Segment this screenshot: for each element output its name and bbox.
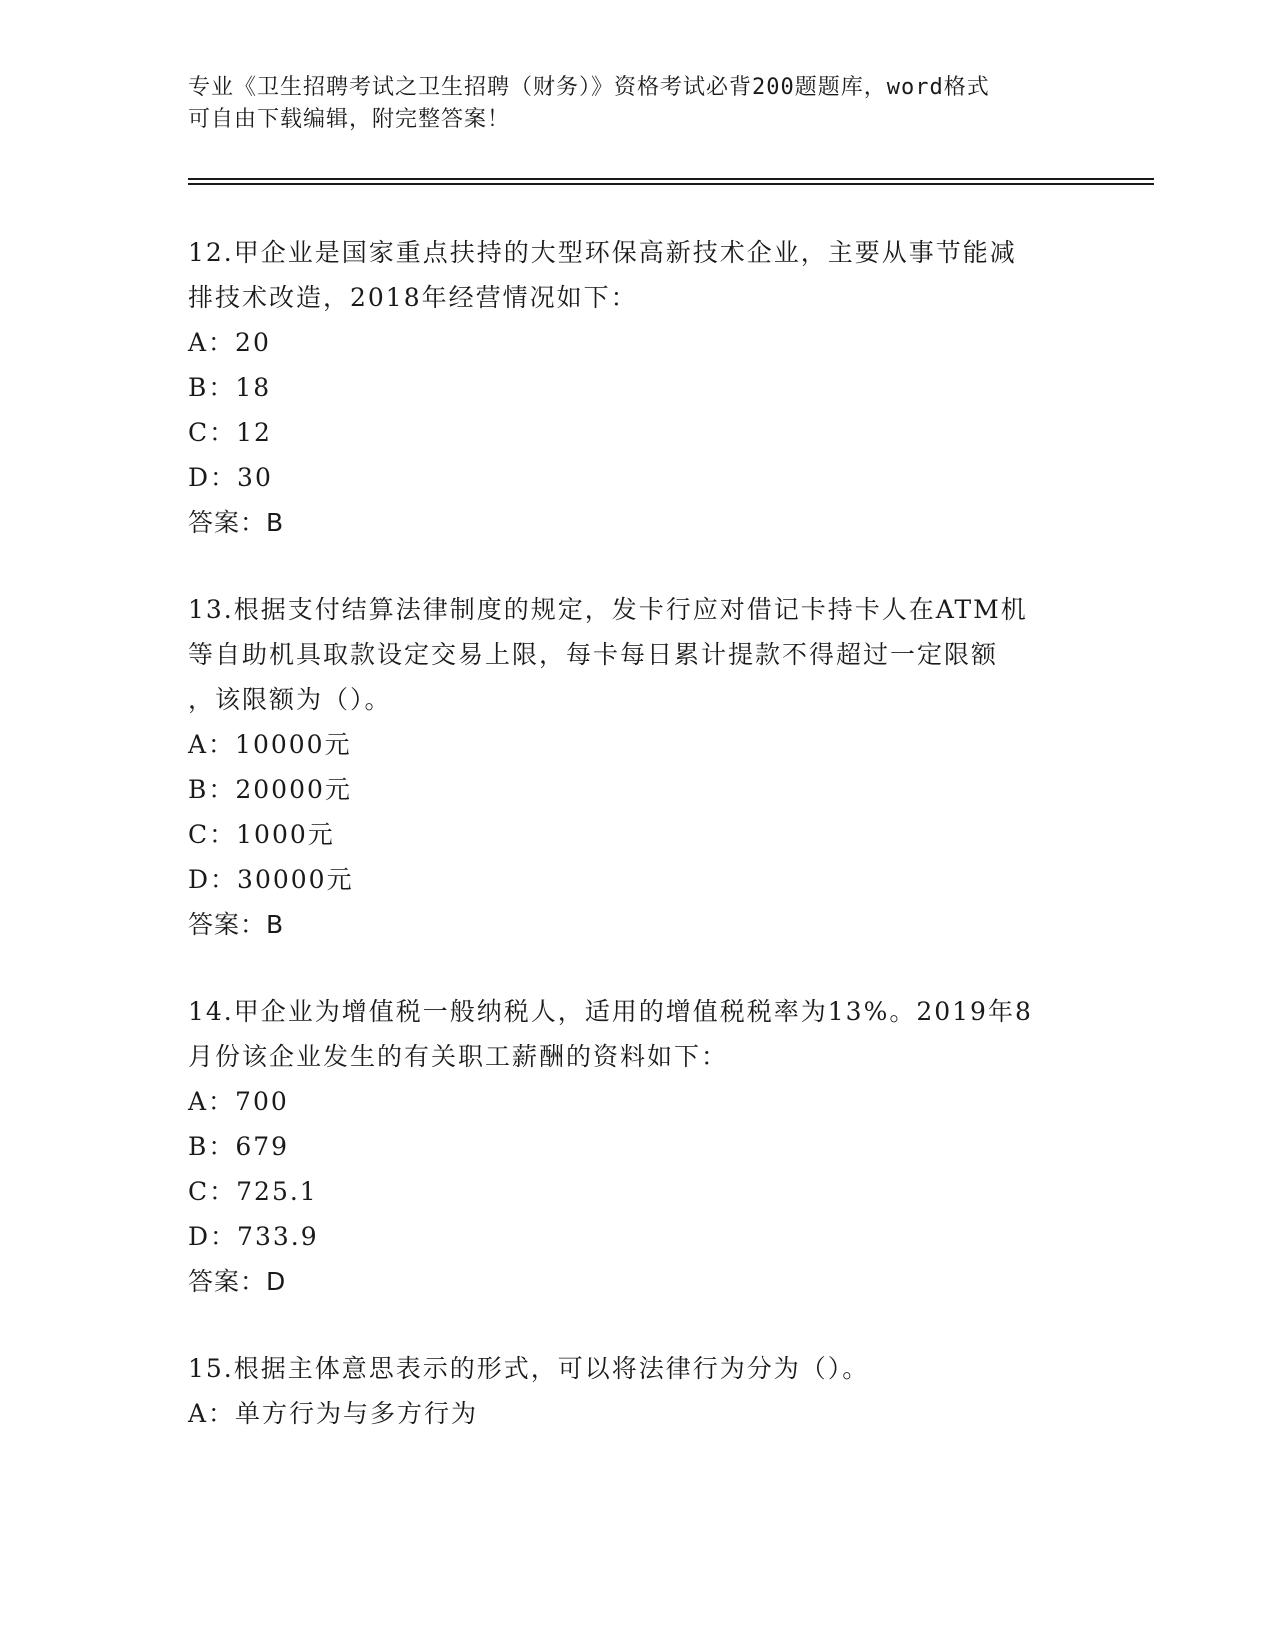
header-divider-top [188, 178, 1154, 180]
header-line-2: 可自由下载编辑，附完整答案！ [188, 107, 511, 132]
document-header [188, 72, 1088, 136]
question-stem-line: 12.甲企业是国家重点扶持的大型环保高新技术企业，主要从事节能减 [188, 238, 1017, 267]
option-c: C：1000元 [188, 820, 335, 849]
header-divider-bottom [188, 183, 1154, 185]
option-a: A：700 [188, 1087, 289, 1116]
question-14 [188, 989, 1088, 1304]
answer-line: 答案：D [188, 1267, 287, 1296]
option-d: D：733.9 [188, 1222, 319, 1251]
header-line-1: 专业《卫生招聘考试之卫生招聘（财务）》资格考试必背200题题库，word格式 [188, 75, 990, 100]
option-a: A：单方行为与多方行为 [188, 1399, 479, 1428]
option-c: C：12 [188, 418, 272, 447]
question-stem-line: 等自助机具取款设定交易上限，每卡每日累计提款不得超过一定限额 [188, 640, 999, 669]
question-stem-line: 14.甲企业为增值税一般纳税人，适用的增值税税率为13%。2019年8 [188, 997, 1033, 1026]
question-12 [188, 230, 1088, 545]
option-b: B：18 [188, 373, 272, 402]
answer-line: 答案：B [188, 508, 285, 537]
option-a: A：10000元 [188, 730, 352, 759]
question-stem-line: 排技术改造，2018年经营情况如下： [188, 283, 638, 312]
answer-line: 答案：B [188, 910, 285, 939]
question-stem-line: 月份该企业发生的有关职工薪酬的资料如下： [188, 1042, 729, 1071]
option-a: A：20 [188, 328, 271, 357]
question-list [188, 230, 1088, 1478]
question-13 [188, 587, 1088, 947]
option-d: D：30 [188, 463, 273, 492]
question-stem-line: 15.根据主体意思表示的形式，可以将法律行为分为（）。 [188, 1354, 870, 1383]
question-15 [188, 1346, 1088, 1436]
question-stem-line: ，该限额为（）。 [188, 685, 392, 714]
option-b: B：679 [188, 1132, 290, 1161]
option-b: B：20000元 [188, 775, 352, 804]
option-c: C：725.1 [188, 1177, 318, 1206]
option-d: D：30000元 [188, 865, 354, 894]
question-stem-line: 13.根据支付结算法律制度的规定，发卡行应对借记卡持卡人在ATM机 [188, 595, 1028, 624]
